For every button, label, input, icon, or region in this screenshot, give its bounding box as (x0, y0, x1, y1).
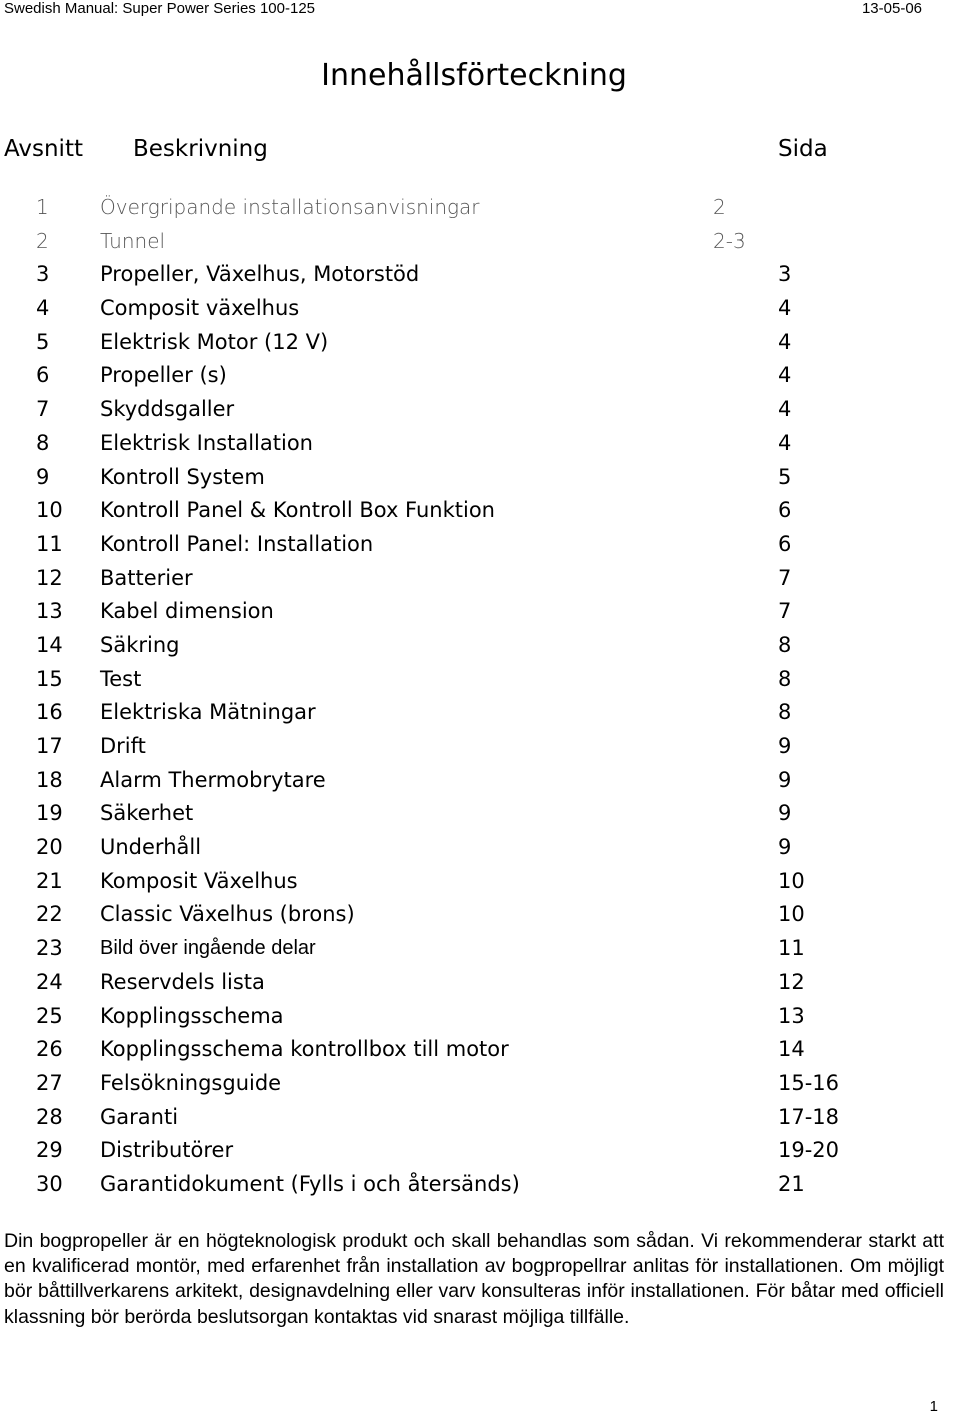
toc-page: 9 (778, 734, 792, 758)
toc-description: Alarm Thermobrytare (100, 767, 326, 792)
toc-page: 10 (778, 868, 805, 893)
toc-description: Composit växelhus (100, 296, 300, 321)
toc-description: Tunnel (100, 228, 166, 253)
toc-row (0, 225, 960, 259)
toc-row (0, 865, 960, 899)
toc-description: Kontroll System (100, 464, 265, 489)
toc-description: Elektrisk Motor (12 V) (100, 329, 329, 354)
toc-page: 12 (778, 969, 805, 994)
toc-section-number: 13 (36, 599, 63, 624)
toc-section-number: 28 (36, 1104, 63, 1129)
toc-row (0, 898, 960, 932)
toc-page: 5 (778, 464, 792, 489)
header-date: 13-05-06 (861, 0, 922, 17)
toc-row (0, 427, 960, 461)
toc-description: Övergripande installationsanvisningar (100, 195, 480, 219)
toc-page: 4 (778, 397, 792, 422)
toc-page: 6 (778, 531, 792, 556)
toc-section-number: 17 (36, 734, 63, 758)
toc-section-number: 1 (36, 195, 49, 219)
toc-row (0, 326, 960, 360)
toc-section-number: 19 (36, 801, 63, 826)
toc-description: Kontroll Panel & Kontroll Box Funktion (100, 498, 495, 523)
toc-section-number: 24 (36, 969, 63, 994)
toc-row (0, 258, 960, 292)
toc-page: 8 (778, 666, 792, 691)
intro-paragraph: Din bogpropeller är en högteknologisk produkt och skall behandlas som sådan. Vi rekommenderar starkt att en kvalificerad montör, med erfarenhet från installation av bogpropellrar anlitas för installationen. Om möjligt bör båttillverkarens arkitekt, designavdelning eller varv konsulteras inför installationen. För båtar med officiell klassning bör berörda beslutsorgan kontaktas vid snarast möjliga tillfälle. (4, 1230, 944, 1328)
toc-section-number: 29 (36, 1138, 63, 1163)
toc-description: Felsökningsguide (100, 1070, 282, 1095)
toc-row (0, 629, 960, 663)
toc-page: 19-20 (778, 1138, 840, 1163)
toc-section-number: 5 (36, 329, 50, 354)
toc-page: 14 (778, 1037, 805, 1062)
toc-section-number: 9 (36, 464, 50, 489)
toc-page: 6 (778, 498, 792, 523)
toc-row (0, 932, 960, 966)
toc-row (0, 966, 960, 1000)
toc-section-number: 25 (36, 1003, 63, 1028)
toc-section-number: 14 (36, 632, 63, 657)
toc-row (0, 831, 960, 865)
toc-page: 4 (778, 430, 792, 455)
toc-description: Bild över ingående delar (100, 937, 316, 960)
toc-section-number: 27 (36, 1070, 63, 1095)
toc-description: Classic Växelhus (brons) (100, 902, 355, 927)
toc-description: Batterier (100, 565, 193, 590)
toc-description: Distributörer (100, 1138, 234, 1163)
toc-section-number: 3 (36, 262, 50, 287)
toc-row (0, 494, 960, 528)
toc-page: 17-18 (778, 1104, 840, 1129)
toc-row (0, 562, 960, 596)
toc-description: Säkerhet (100, 801, 194, 826)
toc-row (0, 1000, 960, 1034)
toc-description: Skyddsgaller (100, 397, 235, 422)
toc-page: 8 (778, 700, 792, 725)
toc-page: 4 (778, 329, 792, 354)
toc-row (0, 191, 960, 225)
toc-description: Propeller, Växelhus, Motorstöd (100, 262, 420, 287)
toc-description: Reservdels lista (100, 969, 265, 994)
toc-section-number: 15 (36, 666, 63, 691)
toc-description: Garanti (100, 1104, 179, 1129)
column-header-description: Beskrivning (133, 136, 268, 162)
column-header-page: Sida (778, 136, 828, 162)
toc-section-number: 4 (36, 296, 50, 321)
toc-description: Garantidokument (Fylls i och återsänds) (100, 1171, 520, 1196)
toc-page: 13 (778, 1003, 805, 1028)
toc-page: 2-3 (713, 228, 746, 253)
toc-section-number: 18 (36, 767, 63, 792)
toc-page: 21 (778, 1171, 805, 1196)
toc-row (0, 696, 960, 730)
toc-section-number: 10 (36, 498, 63, 523)
toc-row (0, 528, 960, 562)
toc-section-number: 12 (36, 565, 63, 590)
column-header-section: Avsnitt (4, 136, 83, 162)
toc-description: Kontroll Panel: Installation (100, 531, 374, 556)
toc-section-number: 21 (36, 868, 63, 893)
toc-row (0, 1168, 960, 1202)
toc-page: 9 (778, 801, 792, 826)
toc-row (0, 1033, 960, 1067)
toc-section-number: 23 (36, 936, 63, 961)
toc-row (0, 730, 960, 764)
toc-description: Komposit Växelhus (100, 868, 298, 893)
toc-row (0, 797, 960, 831)
toc-row (0, 764, 960, 798)
toc-row (0, 292, 960, 326)
toc-section-number: 11 (36, 531, 63, 556)
table-of-contents (0, 191, 960, 1202)
toc-description: Säkring (100, 632, 180, 657)
toc-description: Propeller (s) (100, 363, 227, 388)
toc-page: 15-16 (778, 1070, 840, 1095)
toc-description: Kopplingsschema kontrollbox till motor (100, 1037, 509, 1062)
toc-page: 7 (778, 599, 792, 624)
toc-description: Elektrisk Installation (100, 430, 313, 455)
page-title: Innehållsförteckning (321, 58, 627, 93)
toc-row (0, 595, 960, 629)
toc-section-number: 26 (36, 1037, 63, 1062)
toc-description: Elektriska Mätningar (100, 700, 316, 725)
toc-description: Drift (100, 734, 146, 758)
toc-page: 3 (778, 262, 792, 287)
toc-page: 9 (778, 767, 792, 792)
toc-page: 2 (713, 195, 726, 219)
toc-description: Test (100, 666, 142, 691)
toc-section-number: 20 (36, 835, 63, 860)
toc-description: Kopplingsschema (100, 1003, 284, 1028)
toc-section-number: 22 (36, 902, 63, 927)
toc-description: Kabel dimension (100, 599, 274, 624)
header-document-title: Swedish Manual: Super Power Series 100-125 (4, 0, 316, 17)
page-header (0, 0, 960, 20)
toc-page: 8 (778, 632, 792, 657)
toc-section-number: 6 (36, 363, 50, 388)
toc-row (0, 1067, 960, 1101)
toc-section-number: 7 (36, 397, 50, 422)
toc-description: Underhåll (100, 835, 202, 860)
toc-page: 7 (778, 565, 792, 590)
page-number: 1 (929, 1398, 938, 1415)
toc-page: 4 (778, 363, 792, 388)
toc-row (0, 663, 960, 697)
toc-page: 9 (778, 835, 792, 860)
toc-row (0, 359, 960, 393)
toc-row (0, 461, 960, 495)
toc-section-number: 2 (36, 228, 49, 253)
toc-row (0, 1134, 960, 1168)
toc-row (0, 393, 960, 427)
toc-section-number: 30 (36, 1171, 63, 1196)
toc-section-number: 8 (36, 430, 50, 455)
toc-row (0, 1101, 960, 1135)
toc-page: 4 (778, 296, 792, 321)
toc-page: 10 (778, 902, 805, 927)
toc-section-number: 16 (36, 700, 63, 725)
toc-page: 11 (778, 936, 805, 961)
